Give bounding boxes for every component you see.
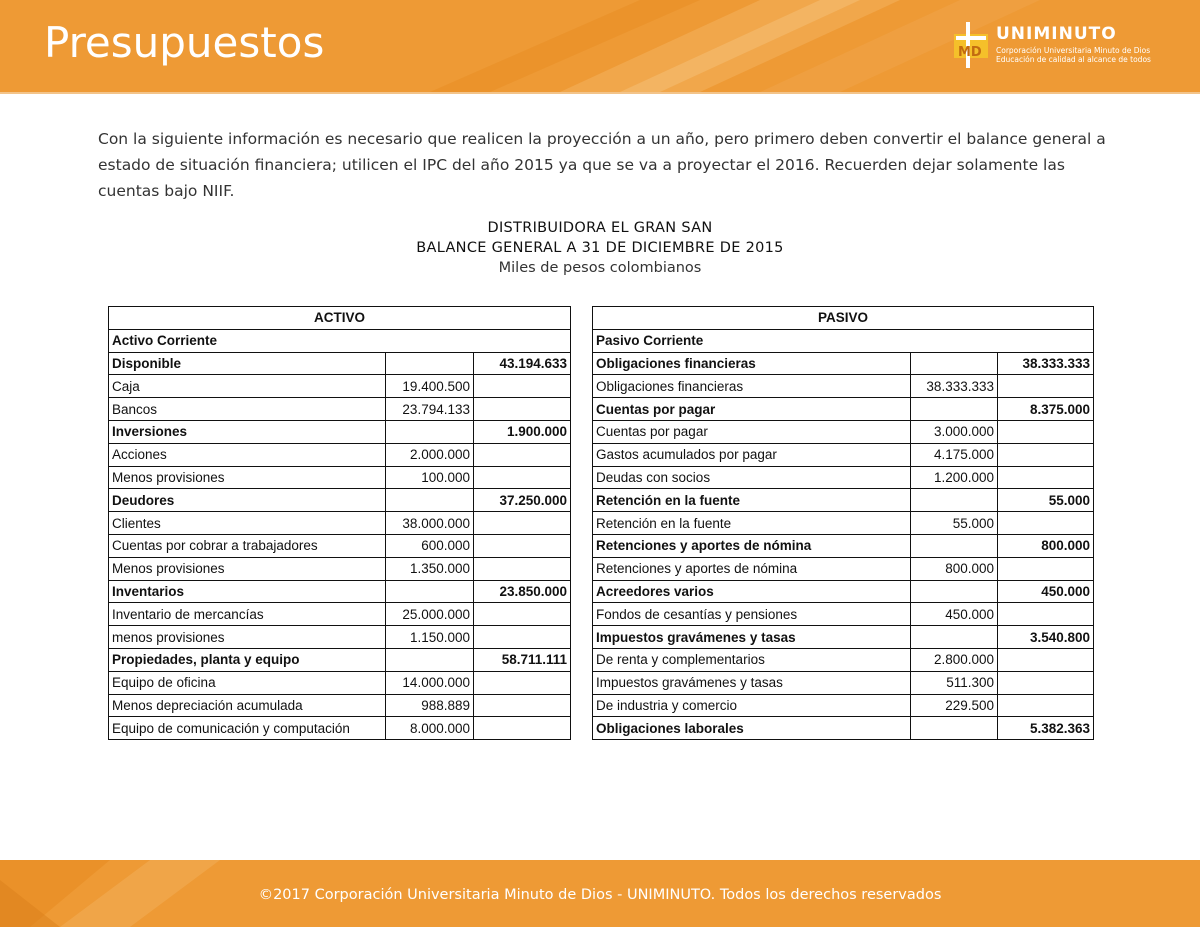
pasivo-total-value: [998, 694, 1094, 717]
activo-account-label: Propiedades, planta y equipo: [109, 648, 386, 671]
pasivo-row: [593, 420, 1094, 443]
activo-account-label: Acciones: [109, 443, 386, 466]
pasivo-account-label: Gastos acumulados por pagar: [593, 443, 911, 466]
pasivo-total-value: 8.375.000: [998, 398, 1094, 421]
pasivo-row: [593, 375, 1094, 398]
activo-account-label: Cuentas por cobrar a trabajadores: [109, 534, 386, 557]
pasivo-total-value: [998, 557, 1094, 580]
logo-tagline: Educación de calidad al alcance de todos: [996, 55, 1151, 64]
pasivo-account-label: Retenciones y aportes de nómina: [593, 534, 911, 557]
activo-detail-value: 14.000.000: [386, 671, 474, 694]
activo-detail-value: [386, 580, 474, 603]
activo-detail-value: 1.350.000: [386, 557, 474, 580]
header-divider: [0, 92, 1200, 94]
activo-total-value: [474, 557, 571, 580]
activo-row: [109, 420, 571, 443]
activo-row: [109, 580, 571, 603]
activo-total-value: 23.850.000: [474, 580, 571, 603]
activo-detail-value: [386, 352, 474, 375]
activo-detail-value: 2.000.000: [386, 443, 474, 466]
activo-account-label: Clientes: [109, 512, 386, 535]
pasivo-row: [593, 648, 1094, 671]
activo-total-value: [474, 534, 571, 557]
logo-subtitle: Corporación Universitaria Minuto de Dios: [996, 46, 1151, 55]
page-title: Presupuestos: [44, 18, 325, 67]
pasivo-row: [593, 489, 1094, 512]
activo-total-value: [474, 375, 571, 398]
pasivo-account-label: Impuestos gravámenes y tasas: [593, 626, 911, 649]
pasivo-detail-value: [911, 717, 998, 740]
uniminuto-logo: [952, 18, 1152, 74]
pasivo-table: [592, 306, 1094, 740]
activo-total-value: [474, 694, 571, 717]
pasivo-account-label: Retención en la fuente: [593, 512, 911, 535]
pasivo-detail-value: 38.333.333: [911, 375, 998, 398]
pasivo-detail-value: 55.000: [911, 512, 998, 535]
statement-titles: [0, 218, 1200, 278]
activo-row: [109, 717, 571, 740]
pasivo-account-label: Retención en la fuente: [593, 489, 911, 512]
logo-name: UNIMINUTO: [996, 24, 1117, 44]
pasivo-total-value: 3.540.800: [998, 626, 1094, 649]
pasivo-total-value: [998, 443, 1094, 466]
activo-row: [109, 626, 571, 649]
activo-detail-value: 8.000.000: [386, 717, 474, 740]
logo-mark-icon: [952, 22, 992, 68]
activo-row: [109, 443, 571, 466]
page-footer: [0, 860, 1200, 927]
page-header: [0, 0, 1200, 92]
activo-account-label: Menos provisiones: [109, 466, 386, 489]
activo-row: [109, 375, 571, 398]
activo-total-value: [474, 603, 571, 626]
pasivo-account-label: Obligaciones financieras: [593, 375, 911, 398]
activo-account-label: Equipo de comunicación y computación: [109, 717, 386, 740]
activo-row: [109, 671, 571, 694]
pasivo-total-value: [998, 648, 1094, 671]
pasivo-detail-value: [911, 534, 998, 557]
pasivo-row: [593, 671, 1094, 694]
company-name: DISTRIBUIDORA EL GRAN SAN: [487, 220, 713, 236]
pasivo-row: [593, 580, 1094, 603]
intro-paragraph: Con la siguiente información es necesario que realicen la proyección a un año, pero primero deben convertir el balance general a estado de situación financiera; utilicen el IPC del año 2015 ya que se va a proyectar el 2016. Recuerden dejar solamente las cuentas bajo NIIF.: [98, 130, 1106, 200]
activo-detail-value: 988.889: [386, 694, 474, 717]
activo-detail-value: [386, 489, 474, 512]
pasivo-account-label: Impuestos gravámenes y tasas: [593, 671, 911, 694]
pasivo-account-label: De renta y complementarios: [593, 648, 911, 671]
activo-account-label: menos provisiones: [109, 626, 386, 649]
activo-account-label: Menos depreciación acumulada: [109, 694, 386, 717]
activo-total-value: [474, 626, 571, 649]
pasivo-row: [593, 352, 1094, 375]
pasivo-total-value: [998, 420, 1094, 443]
pasivo-total-value: 800.000: [998, 534, 1094, 557]
pasivo-detail-value: [911, 352, 998, 375]
activo-total-value: [474, 466, 571, 489]
activo-account-label: Deudores: [109, 489, 386, 512]
pasivo-total-value: 5.382.363: [998, 717, 1094, 740]
activo-row: [109, 534, 571, 557]
activo-account-label: Bancos: [109, 398, 386, 421]
pasivo-row: [593, 398, 1094, 421]
activo-total-value: 58.711.111: [474, 648, 571, 671]
activo-account-label: Equipo de oficina: [109, 671, 386, 694]
pasivo-row: [593, 717, 1094, 740]
pasivo-total-value: [998, 671, 1094, 694]
pasivo-row: [593, 512, 1094, 535]
pasivo-detail-value: [911, 489, 998, 512]
pasivo-total-value: 38.333.333: [998, 352, 1094, 375]
pasivo-detail-value: [911, 398, 998, 421]
activo-detail-value: 1.150.000: [386, 626, 474, 649]
statement-units: Miles de pesos colombianos: [498, 260, 702, 276]
activo-account-label: Caja: [109, 375, 386, 398]
pasivo-detail-value: 450.000: [911, 603, 998, 626]
pasivo-total-value: [998, 512, 1094, 535]
activo-row: [109, 398, 571, 421]
activo-account-label: Inversiones: [109, 420, 386, 443]
activo-detail-value: 600.000: [386, 534, 474, 557]
pasivo-account-label: Fondos de cesantías y pensiones: [593, 603, 911, 626]
pasivo-row: [593, 443, 1094, 466]
pasivo-row: [593, 534, 1094, 557]
pasivo-account-label: Cuentas por pagar: [593, 420, 911, 443]
activo-total-value: [474, 512, 571, 535]
pasivo-total-value: [998, 466, 1094, 489]
activo-total-value: 37.250.000: [474, 489, 571, 512]
pasivo-total-value: 450.000: [998, 580, 1094, 603]
pasivo-section: Pasivo Corriente: [593, 329, 1094, 352]
pasivo-row: [593, 694, 1094, 717]
pasivo-account-label: Acreedores varios: [593, 580, 911, 603]
activo-row: [109, 603, 571, 626]
activo-total-value: [474, 398, 571, 421]
pasivo-detail-value: 4.175.000: [911, 443, 998, 466]
activo-account-label: Menos provisiones: [109, 557, 386, 580]
activo-detail-value: 100.000: [386, 466, 474, 489]
pasivo-row: [593, 466, 1094, 489]
pasivo-detail-value: 800.000: [911, 557, 998, 580]
pasivo-detail-value: 229.500: [911, 694, 998, 717]
activo-detail-value: 38.000.000: [386, 512, 474, 535]
pasivo-total-value: 55.000: [998, 489, 1094, 512]
pasivo-account-label: Deudas con socios: [593, 466, 911, 489]
pasivo-total-value: [998, 603, 1094, 626]
activo-row: [109, 466, 571, 489]
pasivo-account-label: Retenciones y aportes de nómina: [593, 557, 911, 580]
activo-row: [109, 694, 571, 717]
activo-detail-value: 23.794.133: [386, 398, 474, 421]
pasivo-row: [593, 557, 1094, 580]
activo-account-label: Inventarios: [109, 580, 386, 603]
activo-row: [109, 489, 571, 512]
activo-total-value: [474, 717, 571, 740]
activo-detail-value: 25.000.000: [386, 603, 474, 626]
pasivo-account-label: De industria y comercio: [593, 694, 911, 717]
pasivo-detail-value: [911, 580, 998, 603]
pasivo-detail-value: 1.200.000: [911, 466, 998, 489]
statement-title: BALANCE GENERAL A 31 DE DICIEMBRE DE 2015: [416, 240, 784, 256]
activo-detail-value: 19.400.500: [386, 375, 474, 398]
activo-row: [109, 512, 571, 535]
activo-total-value: 1.900.000: [474, 420, 571, 443]
pasivo-account-label: Obligaciones financieras: [593, 352, 911, 375]
pasivo-total-value: [998, 375, 1094, 398]
activo-total-value: [474, 671, 571, 694]
pasivo-account-label: Obligaciones laborales: [593, 717, 911, 740]
pasivo-row: [593, 626, 1094, 649]
activo-section: Activo Corriente: [109, 329, 571, 352]
pasivo-detail-value: [911, 626, 998, 649]
pasivo-detail-value: 3.000.000: [911, 420, 998, 443]
footer-copyright: ©2017 Corporación Universitaria Minuto de Dios - UNIMINUTO. Todos los derechos reservados: [258, 887, 942, 903]
activo-total-value: [474, 443, 571, 466]
activo-row: [109, 352, 571, 375]
pasivo-detail-value: 511.300: [911, 671, 998, 694]
pasivo-account-label: Cuentas por pagar: [593, 398, 911, 421]
svg-text:MD: MD: [958, 45, 982, 60]
pasivo-row: [593, 603, 1094, 626]
activo-detail-value: [386, 648, 474, 671]
pasivo-detail-value: 2.800.000: [911, 648, 998, 671]
activo-row: [109, 557, 571, 580]
activo-account-label: Inventario de mercancías: [109, 603, 386, 626]
activo-row: [109, 648, 571, 671]
activo-detail-value: [386, 420, 474, 443]
activo-header: ACTIVO: [109, 307, 571, 330]
pasivo-header: PASIVO: [593, 307, 1094, 330]
activo-table: [108, 306, 571, 740]
activo-account-label: Disponible: [109, 352, 386, 375]
activo-total-value: 43.194.633: [474, 352, 571, 375]
